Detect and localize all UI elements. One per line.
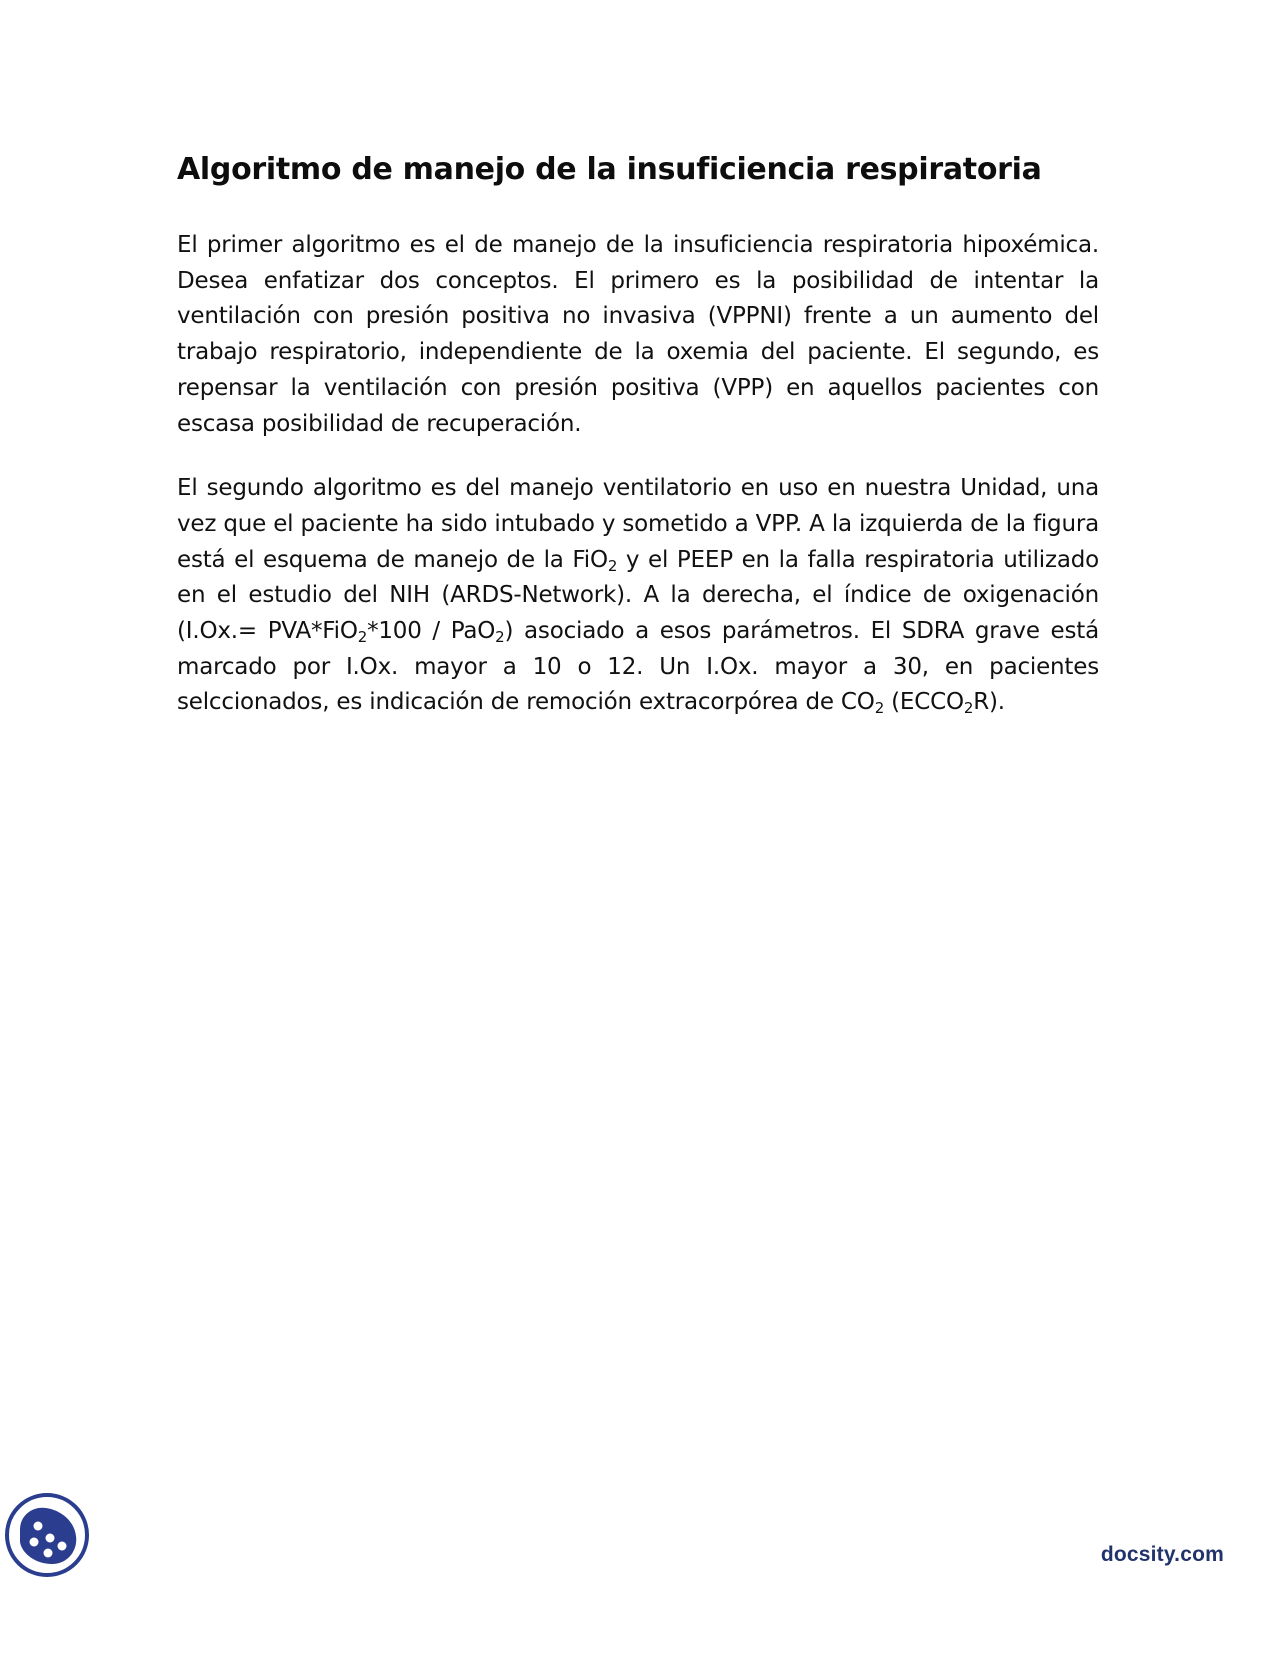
paragraph-2-text: (ECCO (884, 689, 964, 716)
paragraph-2-text: *100 / PaO (367, 618, 496, 645)
paragraph-2-text: R). (973, 689, 1005, 716)
subscript: 2 (495, 628, 505, 647)
paragraph-2-text: El segundo algoritmo es del manejo ventilatorio en uso en nuestra Unidad, una vez que el paciente ha sido intubado y sometido a VPP. A la izquierda de la figura está el esquema de manejo de la FiO (177, 475, 1099, 573)
docsity-logo-icon[interactable] (4, 1492, 90, 1578)
subscript: 2 (874, 699, 885, 718)
docsity-brand-link[interactable]: docsity.com (1100, 1543, 1224, 1566)
subscript: 2 (607, 556, 618, 575)
document-body (177, 148, 1099, 750)
subscript: 2 (357, 628, 368, 647)
paragraph-2 (177, 471, 1099, 721)
subscript: 2 (963, 699, 974, 718)
paragraph-2-text: ) asociado a esos parámetros. El SDRA grave está marcado por I.Ox. mayor a 10 o 12. Un I.Ox. mayor a 30, en pacientes selccionados, es indicación de remoción extracorpórea de CO (177, 618, 1099, 716)
paragraph-1: El primer algoritmo es el de manejo de la insuficiencia respiratoria hipoxémica. Desea enfatizar dos conceptos. El primero es la posibilidad de intentar la ventilación con presión positiva no invasiva (VPPNI) frente a un aumento del trabajo respiratorio, independiente de la oxemia del paciente. El segundo, es repensar la ventilación con presión positiva (VPP) en aquellos pacientes con escasa posibilidad de recuperación. (177, 232, 1099, 437)
document-title: Algoritmo de manejo de la insuficiencia respiratoria (177, 152, 1042, 187)
paragraph-2-text: y el PEEP en la falla respiratoria utilizado en el estudio del NIH (ARDS-Network). A la derecha, el índice de oxigenación (I.Ox.= PVA*FiO (177, 546, 1099, 645)
